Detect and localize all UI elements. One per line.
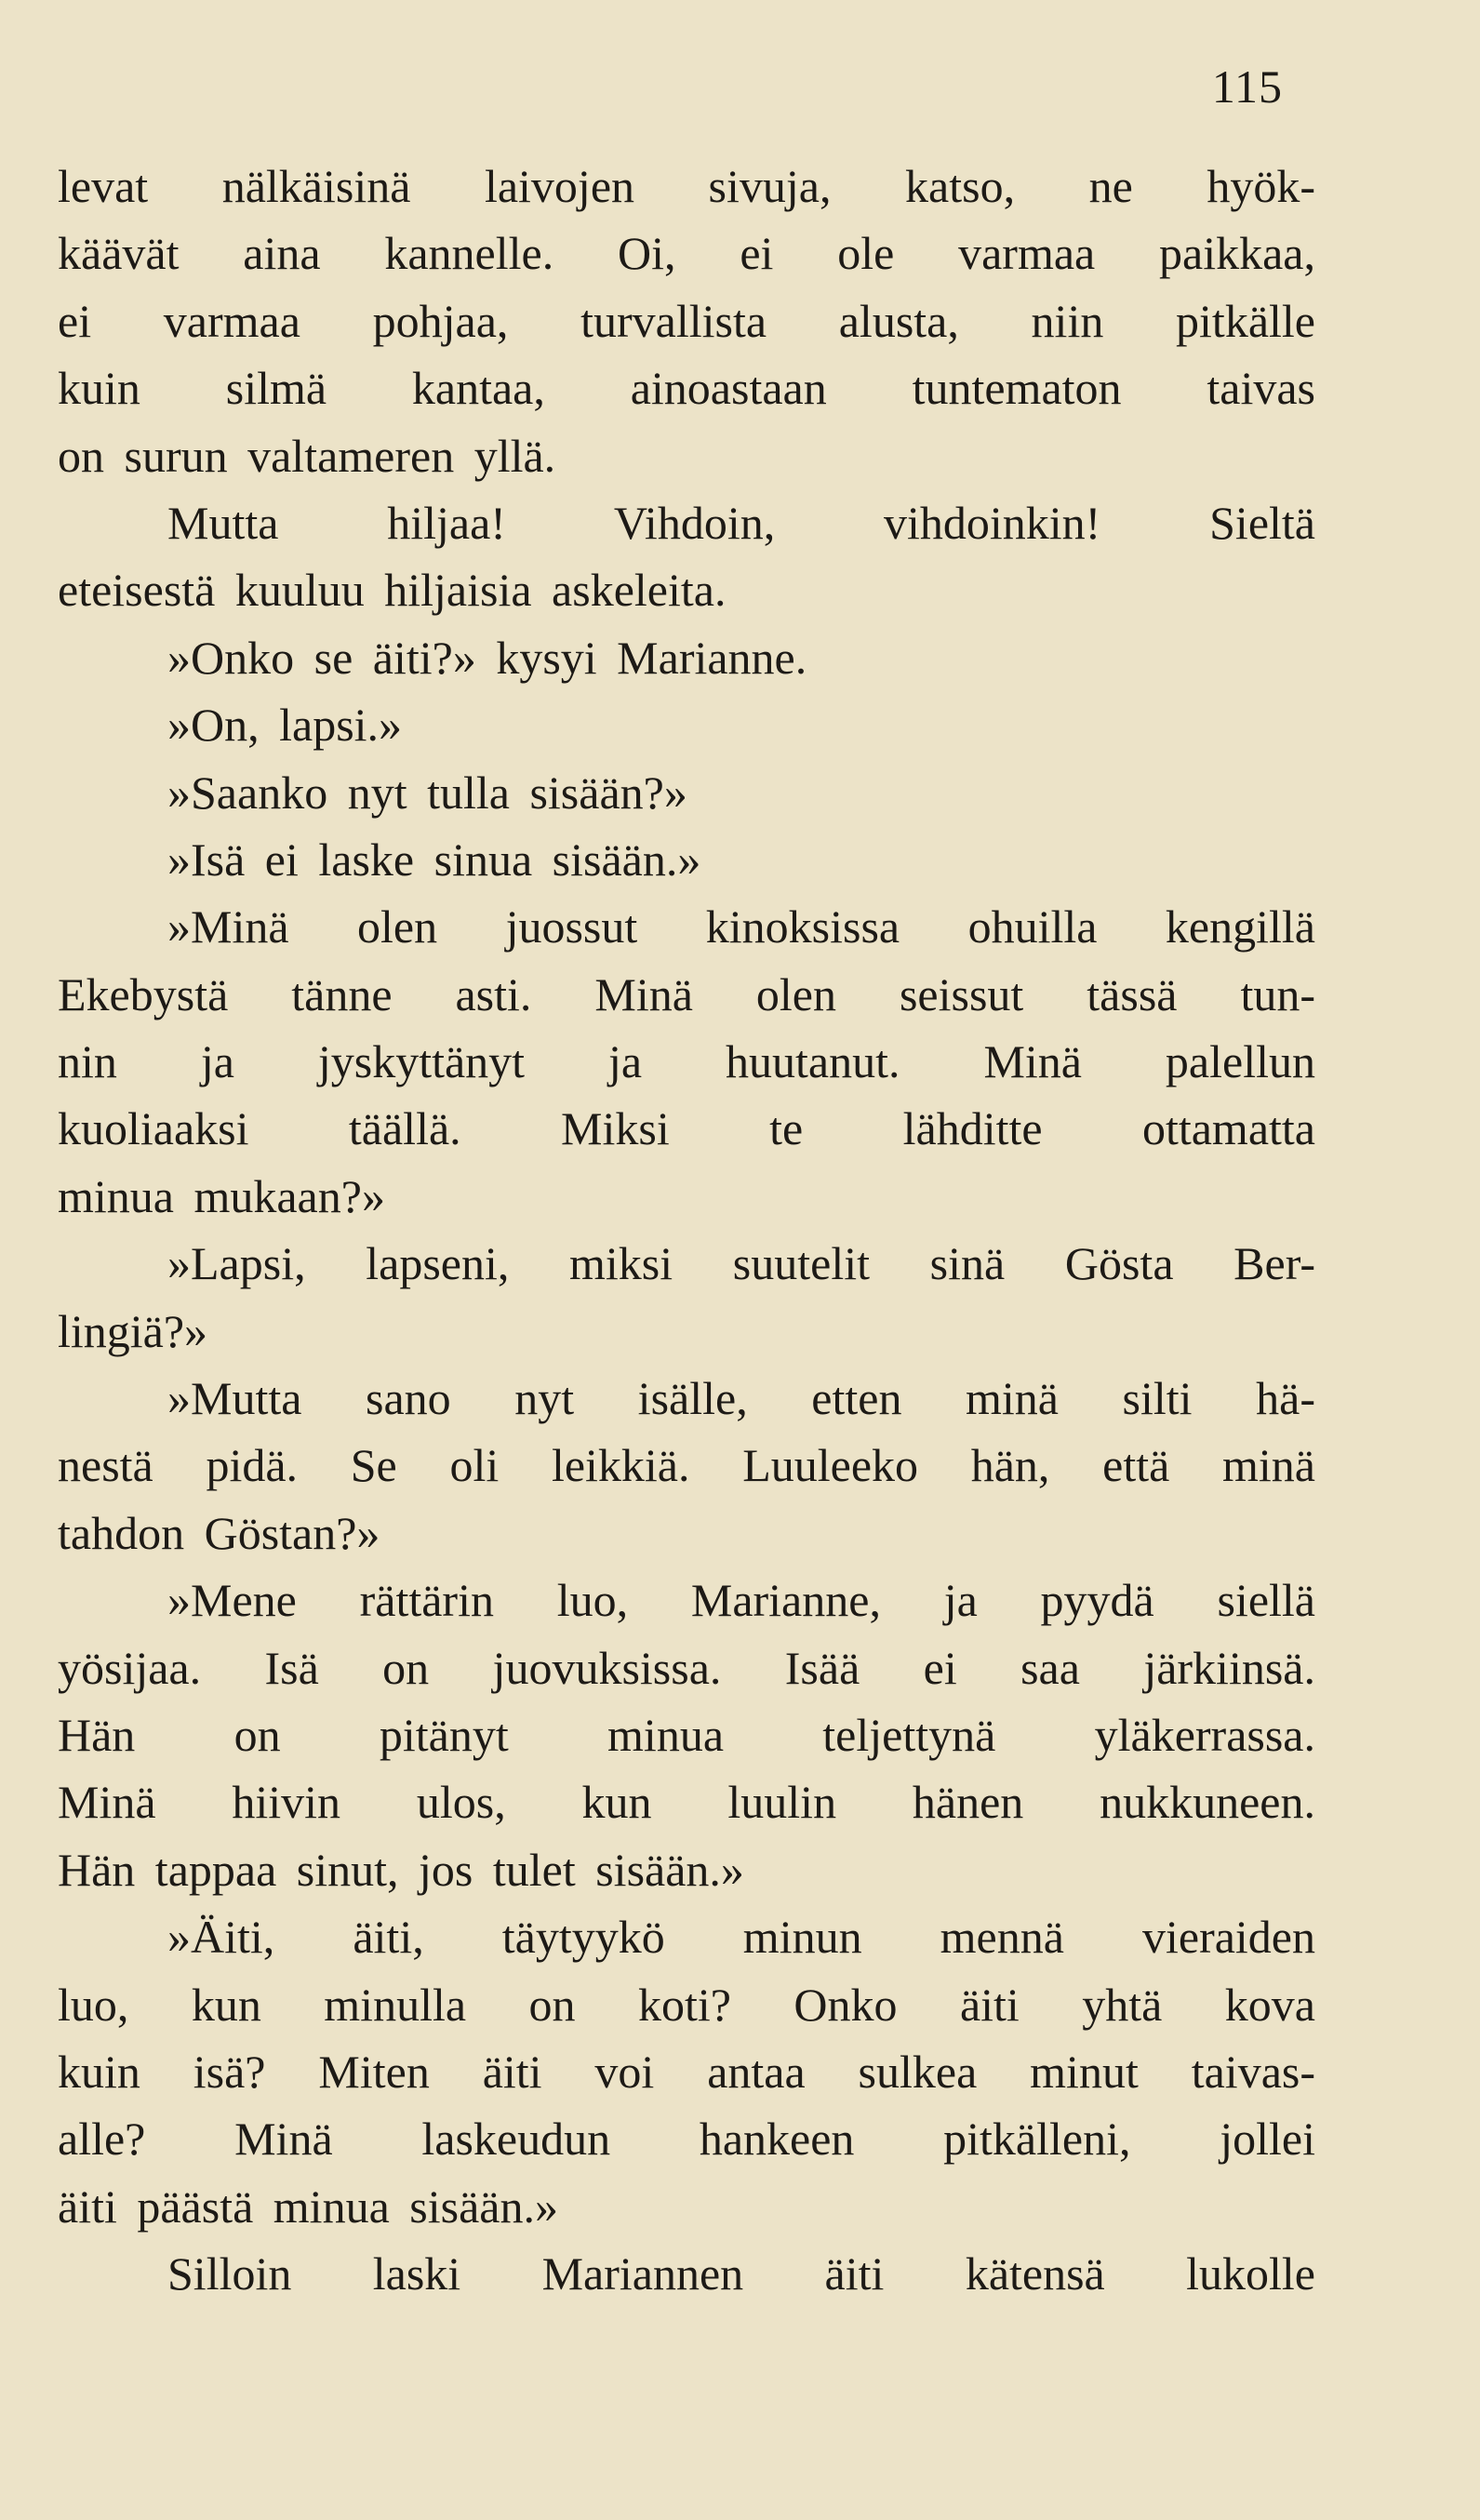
body-text (58, 153, 1315, 2308)
text-line: Hän tappaa sinut, jos tulet sisään.» (58, 1843, 744, 1896)
text-line: Hän on pitänyt minua teljettynä yläkerrassa. (58, 1708, 1315, 1761)
text-line: »Mene rättärin luo, Marianne, ja pyydä siellä (167, 1574, 1315, 1627)
text-line: äiti päästä minua sisään.» (58, 2180, 558, 2233)
text-line: »Onko se äiti?» kysyi Marianne. (167, 631, 807, 684)
text-line: Mutta hiljaa! Vihdoin, vihdoinkin! Sieltä (167, 496, 1315, 549)
text-line: »Isä ei laske sinua sisään.» (167, 833, 701, 886)
text-line: kuoliaaksi täällä. Miksi te lähditte ottamatta (58, 1102, 1315, 1155)
text-line: »On, lapsi.» (167, 699, 403, 752)
text-line: on surun valtameren yllä. (58, 429, 556, 482)
text-line: Silloin laski Mariannen äiti kätensä lukolle (167, 2247, 1315, 2300)
text-line: käävät aina kannelle. Oi, ei ole varmaa paikkaa, (58, 227, 1315, 280)
text-line: minua mukaan?» (58, 1169, 385, 1222)
text-line: eteisestä kuuluu hiljaisia askeleita. (58, 564, 727, 617)
text-line: ei varmaa pohjaa, turvallista alusta, niin pitkälle (58, 294, 1315, 347)
text-line: Minä hiivin ulos, kun luulin hänen nukkuneen. (58, 1776, 1315, 1829)
text-line: luo, kun minulla on koti? Onko äiti yhtä kova (58, 1978, 1315, 2031)
text-line: nestä pidä. Se oli leikkiä. Luuleeko hän, että minä (58, 1439, 1315, 1492)
text-line: »Minä olen juossut kinoksissa ohuilla kengillä (167, 900, 1315, 953)
text-line: »Saanko nyt tulla sisään?» (167, 766, 687, 819)
text-line: kuin isä? Miten äiti voi antaa sulkea minut taivas- (58, 2045, 1315, 2098)
text-line: alle? Minä laskeudun hankeen pitkälleni, jollei (58, 2113, 1315, 2166)
text-line: »Mutta sano nyt isälle, etten minä silti hä- (167, 1372, 1315, 1425)
text-line: kuin silmä kantaa, ainoastaan tuntematon taivas (58, 362, 1315, 415)
page-number: 115 (1211, 60, 1283, 113)
text-line: »Lapsi, lapseni, miksi suutelit sinä Gösta Ber- (167, 1237, 1315, 1290)
text-line: Ekebystä tänne asti. Minä olen seissut tässä tun- (58, 967, 1315, 1020)
text-line: nin ja jyskyttänyt ja huutanut. Minä palellun (58, 1035, 1315, 1088)
text-line: tahdon Göstan?» (58, 1506, 380, 1559)
text-line: yösijaa. Isä on juovuksissa. Isää ei saa järkiinsä. (58, 1641, 1315, 1694)
text-line: lingiä?» (58, 1304, 208, 1357)
text-line: »Äiti, äiti, täytyykö minun mennä vieraiden (167, 1911, 1315, 1964)
text-line: levat nälkäisinä laivojen sivuja, katso, ne hyök- (58, 160, 1315, 212)
